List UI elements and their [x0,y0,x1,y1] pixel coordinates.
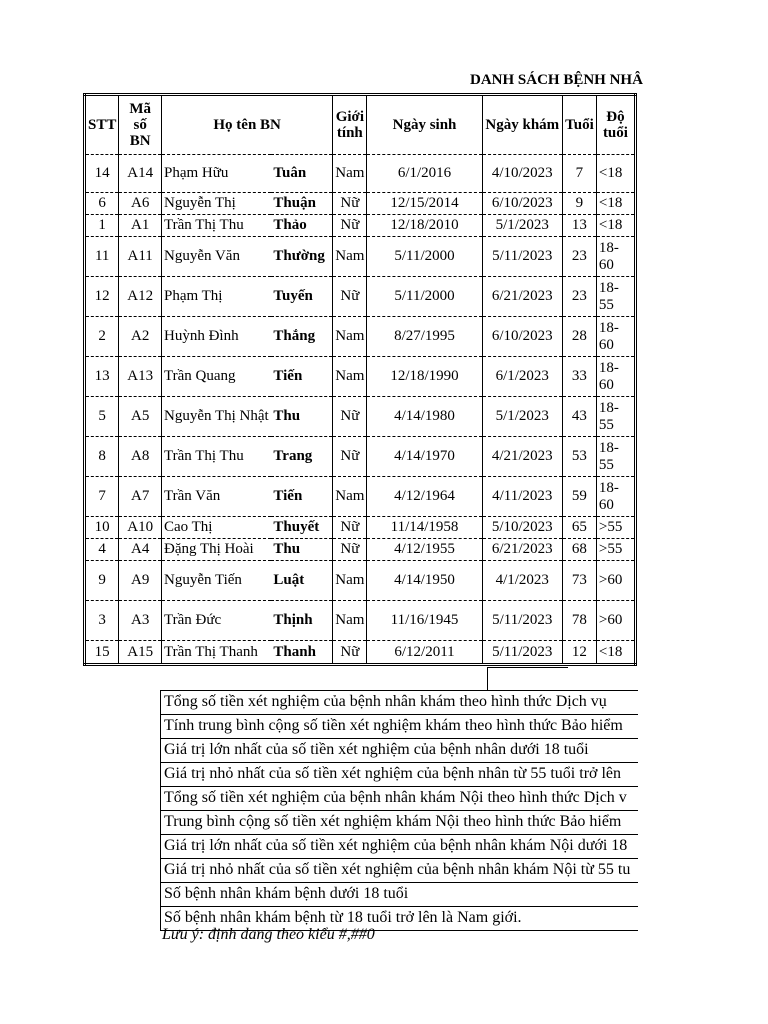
header-tuoi: Tuổi [562,95,596,155]
header-ma-so: Mã số BN [119,95,162,155]
cell-ma-so: A8 [119,437,162,477]
table-row [85,277,636,317]
cell-ho: Huỳnh Đình [161,317,271,357]
table-row [85,317,636,357]
cell-tuoi: 65 [562,517,596,539]
cell-ma-so: A15 [119,641,162,665]
table-row [85,357,636,397]
table-row [85,193,636,215]
cell-ten: Thảo [271,215,332,237]
cell-ngay-kham: 5/1/2023 [482,215,562,237]
note-item: Trung bình cộng số tiền xét nghiệm khám Nội theo hình thức Bảo hiểm [160,810,638,834]
table-row [85,601,636,641]
cell-gioi-tinh: Nam [333,237,367,277]
table-row [85,237,636,277]
cell-ma-so: A11 [119,237,162,277]
cell-ten: Tiến [271,357,332,397]
cell-ngay-sinh: 5/11/2000 [367,237,482,277]
header-ho-ten: Họ tên BN [161,95,332,155]
cell-ten: Thuận [271,193,332,215]
note-item: Tính trung bình cộng số tiền xét nghiệm khám theo hình thức Bảo hiểm [160,714,638,738]
cell-ngay-sinh: 11/14/1958 [367,517,482,539]
cell-ten: Trang [271,437,332,477]
cell-ma-so: A6 [119,193,162,215]
cell-do-tuoi: <18 [596,155,635,193]
cell-ho: Trần Thị Thu [161,437,271,477]
cell-ten: Tiến [271,477,332,517]
cell-ma-so: A13 [119,357,162,397]
patient-table-viewport [83,93,637,673]
cell-tuoi: 78 [562,601,596,641]
cell-do-tuoi: >55 [596,517,635,539]
table-row [85,561,636,601]
note-item: Giá trị nhỏ nhất của số tiền xét nghiệm của bệnh nhân từ 55 tuổi trở lên [160,762,638,786]
cell-tuoi: 68 [562,539,596,561]
cell-stt: 12 [85,277,119,317]
cell-stt: 9 [85,561,119,601]
cell-ten: Tuyến [271,277,332,317]
table-row [85,155,636,193]
cell-ngay-sinh: 4/14/1980 [367,397,482,437]
cell-stt: 6 [85,193,119,215]
table-row [85,477,636,517]
cell-stt: 14 [85,155,119,193]
cell-do-tuoi: 18-60 [596,237,635,277]
cell-ngay-sinh: 4/14/1950 [367,561,482,601]
cell-ma-so: A9 [119,561,162,601]
cell-ma-so: A12 [119,277,162,317]
table-body [85,155,636,665]
cell-do-tuoi: <18 [596,215,635,237]
header-gioi-tinh: Giới tính [333,95,367,155]
cell-ten: Thanh [271,641,332,665]
cell-ma-so: A5 [119,397,162,437]
cell-do-tuoi: >60 [596,601,635,641]
cell-gioi-tinh: Nam [333,561,367,601]
cell-stt: 10 [85,517,119,539]
cell-ngay-sinh: 5/11/2000 [367,277,482,317]
cell-do-tuoi: 18-60 [596,357,635,397]
cell-do-tuoi: 18-55 [596,277,635,317]
cell-ho: Trần Văn [161,477,271,517]
cell-ngay-kham: 4/10/2023 [482,155,562,193]
patient-table [83,93,637,666]
cell-ho: Trần Thị Thu [161,215,271,237]
cell-ngay-kham: 5/11/2023 [482,641,562,665]
cell-tuoi: 23 [562,237,596,277]
cell-ma-so: A4 [119,539,162,561]
cell-ngay-sinh: 4/12/1964 [367,477,482,517]
cell-ma-so: A7 [119,477,162,517]
cell-gioi-tinh: Nam [333,477,367,517]
cell-ten: Thịnh [271,601,332,641]
cell-gioi-tinh: Nữ [333,539,367,561]
cell-stt: 8 [85,437,119,477]
notes-list [160,690,638,931]
cell-stt: 7 [85,477,119,517]
cell-do-tuoi: >60 [596,561,635,601]
cell-ho: Trần Thị Thanh [161,641,271,665]
cell-tuoi: 7 [562,155,596,193]
cell-ho: Nguyễn Thị [161,193,271,215]
cell-ho: Trần Đức [161,601,271,641]
cell-do-tuoi: 18-60 [596,477,635,517]
cell-tuoi: 12 [562,641,596,665]
note-item: Giá trị lớn nhất của số tiền xét nghiệm của bệnh nhân dưới 18 tuổi [160,738,638,762]
cell-ten: Thuyết [271,517,332,539]
cell-do-tuoi: <18 [596,193,635,215]
cell-tuoi: 59 [562,477,596,517]
note-item: Giá trị nhỏ nhất của số tiền xét nghiệm của bệnh nhân khám Nội từ 55 tu [160,858,638,882]
cell-ngay-kham: 5/11/2023 [482,237,562,277]
header-stt: STT [85,95,119,155]
cell-ma-so: A14 [119,155,162,193]
cell-ten: Thu [271,397,332,437]
cell-ten: Luật [271,561,332,601]
tail-border-vertical [487,667,488,691]
cell-do-tuoi: 18-55 [596,397,635,437]
cell-ngay-kham: 5/1/2023 [482,397,562,437]
cell-ngay-sinh: 6/1/2016 [367,155,482,193]
cell-tuoi: 73 [562,561,596,601]
table-row [85,641,636,665]
cell-ho: Cao Thị [161,517,271,539]
cell-ten: Thường [271,237,332,277]
header-do-tuoi: Độ tuổi [596,95,635,155]
cell-stt: 2 [85,317,119,357]
cell-ngay-sinh: 12/15/2014 [367,193,482,215]
cell-stt: 13 [85,357,119,397]
cell-tuoi: 9 [562,193,596,215]
cell-gioi-tinh: Nữ [333,641,367,665]
footnote: Lưu ý: định dang theo kiểu #,##0 [162,926,375,943]
cell-ma-so: A2 [119,317,162,357]
note-item: Giá trị lớn nhất của số tiền xét nghiệm của bệnh nhân khám Nội dưới 18 [160,834,638,858]
cell-ngay-kham: 4/11/2023 [482,477,562,517]
cell-tuoi: 13 [562,215,596,237]
cell-ngay-sinh: 12/18/1990 [367,357,482,397]
cell-gioi-tinh: Nữ [333,437,367,477]
cell-tuoi: 43 [562,397,596,437]
cell-ten: Thu [271,539,332,561]
cell-gioi-tinh: Nữ [333,193,367,215]
table-row [85,215,636,237]
tail-border [487,667,568,668]
cell-gioi-tinh: Nam [333,601,367,641]
cell-ngay-kham: 6/10/2023 [482,317,562,357]
header-ngay-sinh: Ngày sinh [367,95,482,155]
cell-do-tuoi: <18 [596,641,635,665]
cell-ngay-kham: 6/21/2023 [482,277,562,317]
note-item: Số bệnh nhân khám bệnh từ 18 tuổi trở lên là Nam giới. [160,906,638,931]
cell-ho: Nguyễn Tiến [161,561,271,601]
cell-stt: 5 [85,397,119,437]
note-item: Tổng số tiền xét nghiệm của bệnh nhân khám Nội theo hình thức Dịch v [160,786,638,810]
cell-gioi-tinh: Nữ [333,277,367,317]
sheet-title: DANH SÁCH BỆNH NHÂ [470,72,643,88]
cell-stt: 15 [85,641,119,665]
cell-ho: Đặng Thị Hoài [161,539,271,561]
header-ngay-kham: Ngày khám [482,95,562,155]
cell-gioi-tinh: Nữ [333,517,367,539]
cell-gioi-tinh: Nam [333,155,367,193]
cell-do-tuoi: >55 [596,539,635,561]
cell-ma-so: A10 [119,517,162,539]
cell-tuoi: 53 [562,437,596,477]
cell-gioi-tinh: Nam [333,317,367,357]
cell-ho: Nguyễn Thị Nhật [161,397,271,437]
cell-ngay-kham: 5/10/2023 [482,517,562,539]
cell-stt: 4 [85,539,119,561]
table-row [85,517,636,539]
cell-ngay-sinh: 6/12/2011 [367,641,482,665]
table-row [85,539,636,561]
table-row [85,437,636,477]
cell-ngay-sinh: 4/14/1970 [367,437,482,477]
cell-ngay-kham: 6/10/2023 [482,193,562,215]
cell-ma-so: A1 [119,215,162,237]
cell-stt: 1 [85,215,119,237]
cell-ho: Trần Quang [161,357,271,397]
cell-ngay-kham: 4/1/2023 [482,561,562,601]
cell-do-tuoi: 18-55 [596,437,635,477]
cell-ho: Phạm Hữu [161,155,271,193]
cell-ngay-sinh: 4/12/1955 [367,539,482,561]
cell-ho: Phạm Thị [161,277,271,317]
cell-ngay-sinh: 8/27/1995 [367,317,482,357]
cell-tuoi: 23 [562,277,596,317]
cell-ten: Tuân [271,155,332,193]
cell-ngay-kham: 6/21/2023 [482,539,562,561]
cell-tuoi: 33 [562,357,596,397]
note-item: Số bệnh nhân khám bệnh dưới 18 tuổi [160,882,638,906]
cell-ngay-kham: 4/21/2023 [482,437,562,477]
cell-gioi-tinh: Nữ [333,215,367,237]
table-row [85,397,636,437]
cell-gioi-tinh: Nam [333,357,367,397]
cell-tuoi: 28 [562,317,596,357]
cell-ngay-kham: 6/1/2023 [482,357,562,397]
cell-gioi-tinh: Nữ [333,397,367,437]
cell-ten: Thắng [271,317,332,357]
cell-ho: Nguyễn Văn [161,237,271,277]
cell-ngay-kham: 5/11/2023 [482,601,562,641]
cell-ngay-sinh: 11/16/1945 [367,601,482,641]
cell-do-tuoi: 18-60 [596,317,635,357]
note-item: Tổng số tiền xét nghiệm của bệnh nhân khám theo hình thức Dịch vụ [160,690,638,714]
cell-stt: 3 [85,601,119,641]
cell-ngay-sinh: 12/18/2010 [367,215,482,237]
cell-ma-so: A3 [119,601,162,641]
cell-stt: 11 [85,237,119,277]
